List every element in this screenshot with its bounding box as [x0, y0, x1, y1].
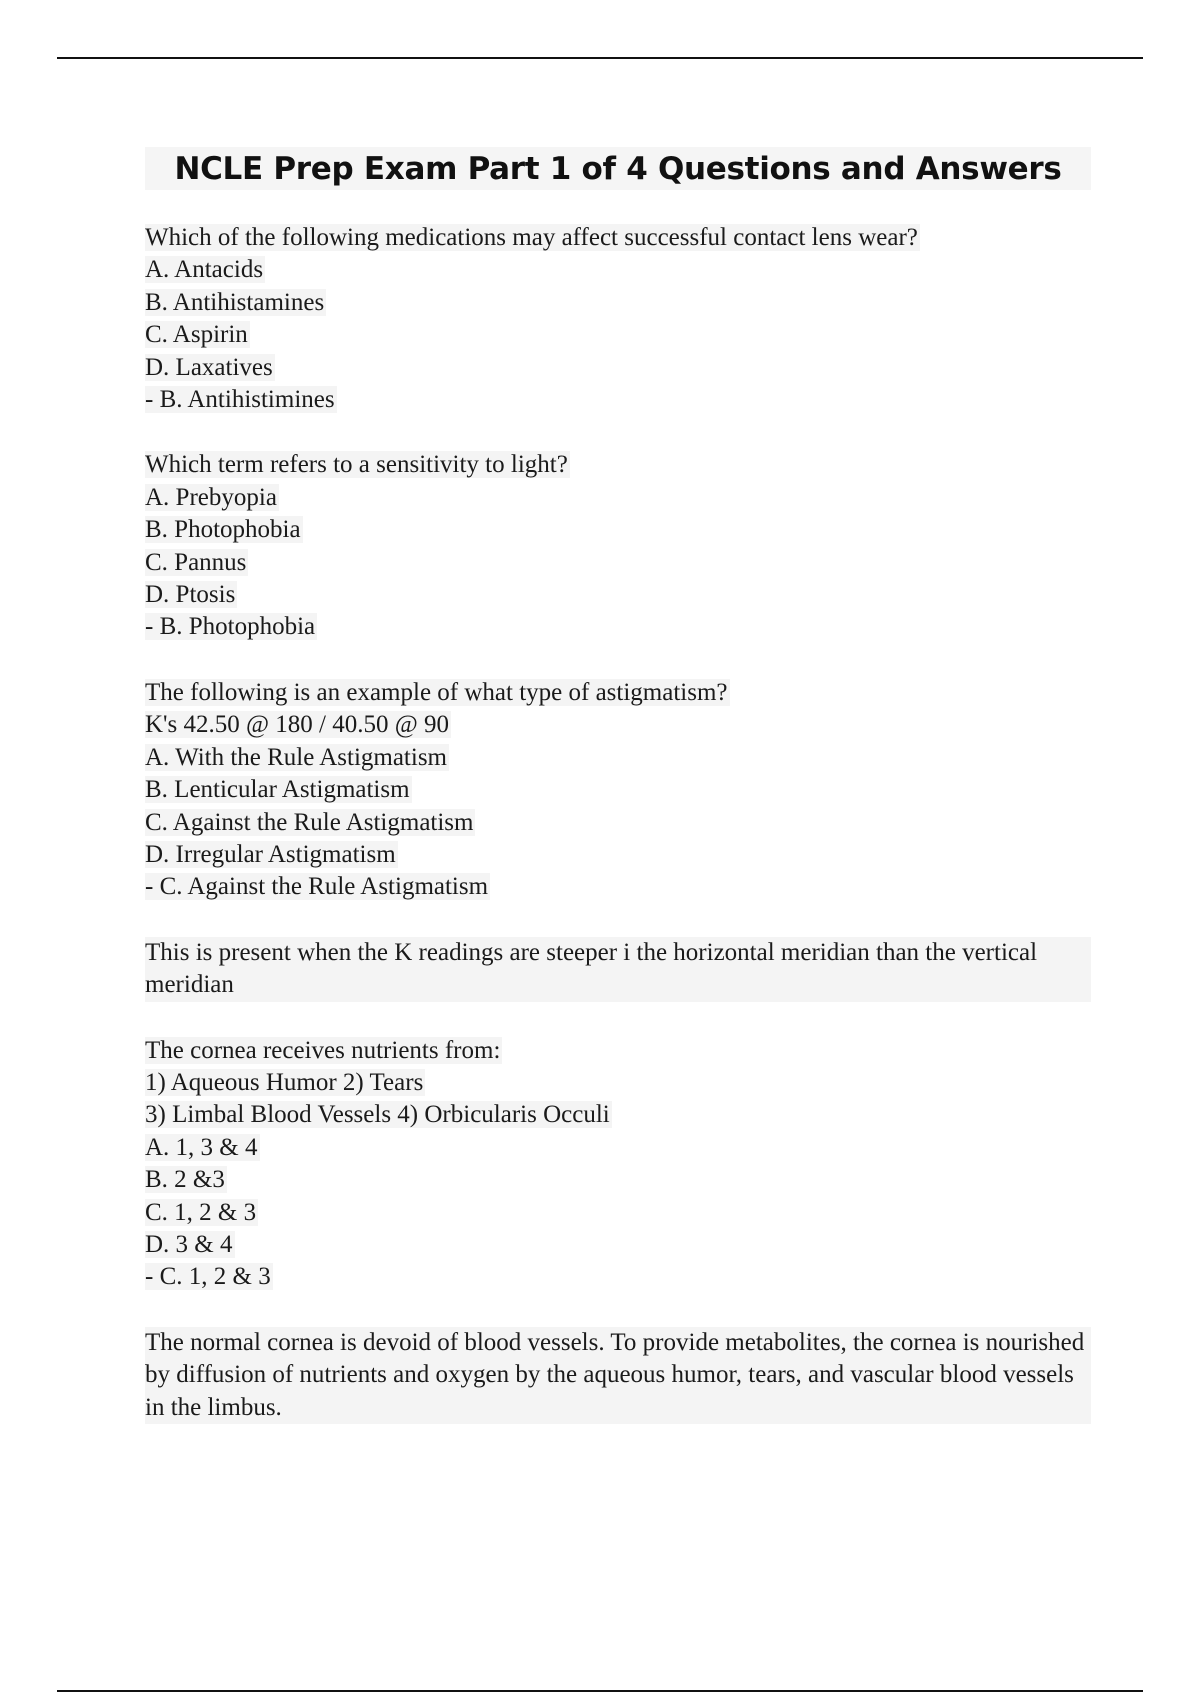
page-title: NCLE Prep Exam Part 1 of 4 Questions and Answers	[174, 150, 1062, 187]
option-b: B. Lenticular Astigmatism	[145, 776, 410, 804]
choice-list-line-1: 1) Aqueous Humor 2) Tears	[145, 1068, 424, 1096]
choice-list-line-2: 3) Limbal Blood Vessels 4) Orbicularis Occuli	[145, 1101, 610, 1129]
option-c: C. Pannus	[145, 548, 247, 576]
option-c: C. 1, 2 & 3	[145, 1198, 257, 1226]
question-text: The following is an example of what type of astigmatism?	[145, 678, 728, 706]
explanation-block-4	[145, 1327, 1091, 1424]
explanation-text: This is present when the K readings are steeper i the horizontal meridian than the vertical meridian	[145, 937, 1091, 1002]
question-text: Which term refers to a sensitivity to light?	[145, 451, 568, 479]
option-d: D. 3 & 4	[145, 1230, 233, 1258]
title-banner	[145, 147, 1091, 190]
document-body	[145, 222, 1091, 1457]
explanation-text: The normal cornea is devoid of blood vessels. To provide metabolites, the cornea is nourished by diffusion of nutrients and oxygen by the aqueous humor, tears, and vascular blood vessels in the limbus.	[145, 1327, 1091, 1424]
option-b: B. Photophobia	[145, 516, 301, 544]
option-c: C. Aspirin	[145, 321, 248, 349]
answer-text: - B. Photophobia	[145, 613, 316, 641]
header-rule	[57, 57, 1143, 59]
option-a: A. 1, 3 & 4	[145, 1133, 258, 1161]
option-d: D. Laxatives	[145, 353, 273, 381]
question-text: Which of the following medications may affect successful contact lens wear?	[145, 224, 918, 251]
option-a: A. With the Rule Astigmatism	[145, 743, 448, 771]
option-d: D. Irregular Astigmatism	[145, 840, 396, 868]
footer-rule	[57, 1690, 1143, 1692]
option-b: B. Antihistamines	[145, 288, 325, 316]
question-block-1	[145, 222, 1091, 416]
question-detail: K's 42.50 @ 180 / 40.50 @ 90	[145, 711, 450, 739]
answer-text: - C. 1, 2 & 3	[145, 1263, 271, 1291]
question-block-4	[145, 1035, 1091, 1294]
option-c: C. Against the Rule Astigmatism	[145, 808, 474, 836]
answer-text: - B. Antihistimines	[145, 386, 335, 414]
question-text: The cornea receives nutrients from:	[145, 1036, 501, 1064]
option-d: D. Ptosis	[145, 581, 236, 609]
option-a: A. Antacids	[145, 256, 264, 284]
explanation-block-3	[145, 937, 1091, 1002]
option-b: B. 2 &3	[145, 1166, 225, 1194]
answer-text: - C. Against the Rule Astigmatism	[145, 873, 489, 901]
question-block-2	[145, 449, 1091, 643]
option-a: A. Prebyopia	[145, 483, 277, 511]
question-block-3	[145, 677, 1091, 904]
